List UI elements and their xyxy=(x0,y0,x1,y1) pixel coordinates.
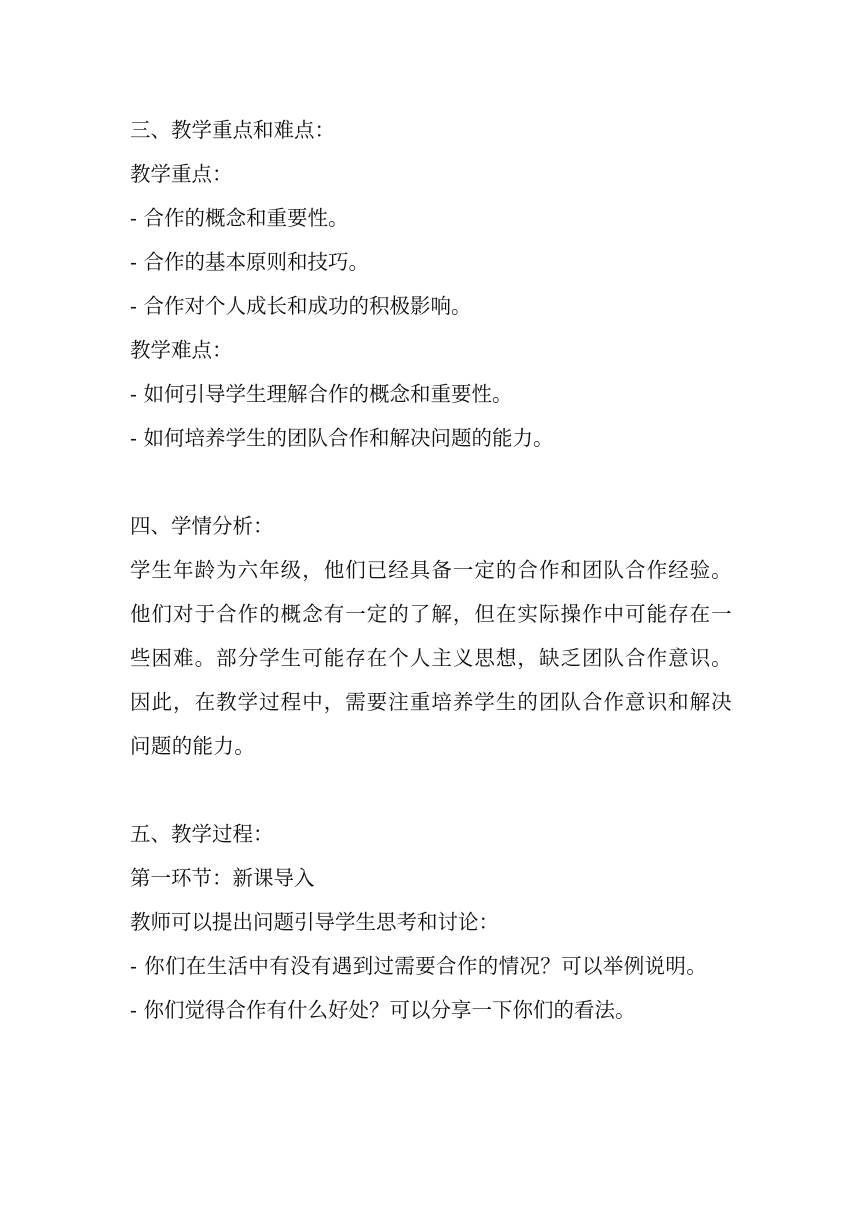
step-title: 第一环节：新课导入 xyxy=(130,866,315,890)
step-intro: 教师可以提出问题引导学生思考和讨论： xyxy=(130,910,499,934)
section-heading-teaching-process: 五、教学过程： xyxy=(130,822,274,846)
section-heading-key-difficult-points: 三、教学重点和难点： xyxy=(130,118,335,142)
list-item: - 你们觉得合作有什么好处？可以分享一下你们的看法。 xyxy=(130,998,636,1022)
section-heading-learner-analysis: 四、学情分析： xyxy=(130,514,274,538)
teaching-difficulty-label: 教学难点： xyxy=(130,338,233,362)
document-body xyxy=(130,108,732,1032)
list-item: - 你们在生活中有没有遇到过需要合作的情况？可以举例说明。 xyxy=(130,954,708,978)
list-item: - 合作的概念和重要性。 xyxy=(130,206,349,230)
learner-analysis-paragraph: 学生年龄为六年级，他们已经具备一定的合作和团队合作经验。他们对于合作的概念有一定的了解，但在实际操作中可能存在一些困难。部分学生可能存在个人主义思想，缺乏团队合作意识。因此，在教学过程中，需要注重培养学生的团队合作意识和解决问题的能力。 xyxy=(130,558,732,758)
list-item: - 如何培养学生的团队合作和解决问题的能力。 xyxy=(130,426,554,450)
teaching-focus-label: 教学重点： xyxy=(130,162,233,186)
section-spacer xyxy=(130,768,732,812)
section-spacer xyxy=(130,460,732,504)
list-item: - 如何引导学生理解合作的概念和重要性。 xyxy=(130,382,513,406)
list-item: - 合作的基本原则和技巧。 xyxy=(130,250,369,274)
list-item: - 合作对个人成长和成功的积极影响。 xyxy=(130,294,472,318)
